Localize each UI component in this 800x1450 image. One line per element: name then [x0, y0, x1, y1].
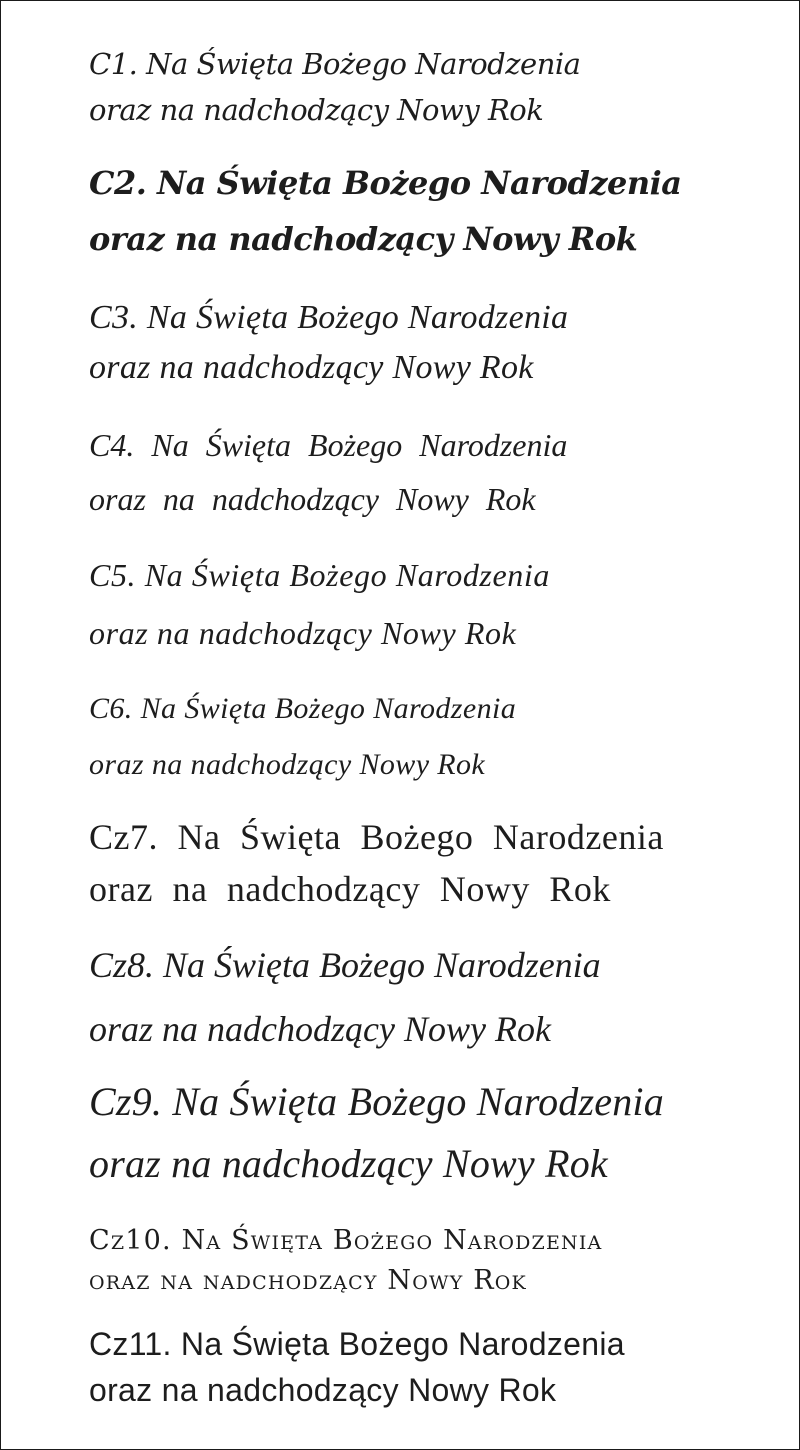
font-sample-c5: [89, 546, 779, 662]
sample-line-1: Cz11. Na Święta Bożego Narodzenia: [89, 1326, 625, 1362]
sample-line-2: oraz na nadchodzący Nowy Rok: [89, 869, 611, 909]
font-sample-c6: [89, 681, 779, 793]
sample-line-1: Cz10. Na Święta Bożego Narodzenia: [89, 1225, 603, 1256]
font-sample-c3: [89, 293, 779, 393]
font-sample-cz10: [89, 1221, 779, 1301]
sample-line-1: C3. Na Święta Bożego Narodzenia: [89, 299, 569, 336]
sample-line-2: oraz na nadchodzący Nowy Rok: [89, 349, 534, 386]
sample-line-1: Cz8. Na Święta Bożego Narodzenia: [89, 945, 601, 985]
font-sample-cz8: [89, 933, 779, 1061]
sample-line-2: oraz na nadchodzący Nowy Rok: [89, 1265, 527, 1296]
font-sample-cz7: [89, 811, 779, 915]
sample-line-2: oraz na nadchodzący Nowy Rok: [89, 481, 536, 517]
sample-line-1: C2. Na Święta Bożego Narodzenia: [89, 164, 682, 202]
font-sample-cz11: [89, 1321, 779, 1413]
sample-line-1: C5. Na Święta Bożego Narodzenia: [89, 557, 550, 593]
sample-line-1: C6. Na Święta Bożego Narodzenia: [89, 692, 517, 725]
sample-line-2: oraz na nadchodzący Nowy Rok: [89, 1372, 557, 1408]
sample-line-1: Cz7. Na Święta Bożego Narodzenia: [89, 817, 664, 857]
font-sample-c4: [89, 418, 779, 526]
sample-line-2: oraz na nadchodzący Nowy Rok: [89, 220, 638, 258]
sample-line-1: Cz9. Na Święta Bożego Narodzenia: [89, 1079, 664, 1124]
font-sample-c2: [89, 155, 779, 267]
sample-line-2: oraz na nadchodzący Nowy Rok: [89, 748, 486, 781]
sample-line-2: oraz na nadchodzący Nowy Rok: [89, 1141, 608, 1186]
sample-line-2: oraz na nadchodzący Nowy Rok: [89, 1009, 551, 1049]
font-sample-c1: [89, 41, 779, 133]
sample-line-2: oraz na nadchodzący Nowy Rok: [89, 615, 517, 651]
sample-line-1: C1. Na Święta Bożego Narodzenia: [89, 47, 581, 81]
font-sample-cz9: [89, 1071, 779, 1195]
sample-line-1: C4. Na Święta Bożego Narodzenia: [89, 427, 568, 463]
sample-line-2: oraz na nadchodzący Nowy Rok: [89, 93, 544, 127]
